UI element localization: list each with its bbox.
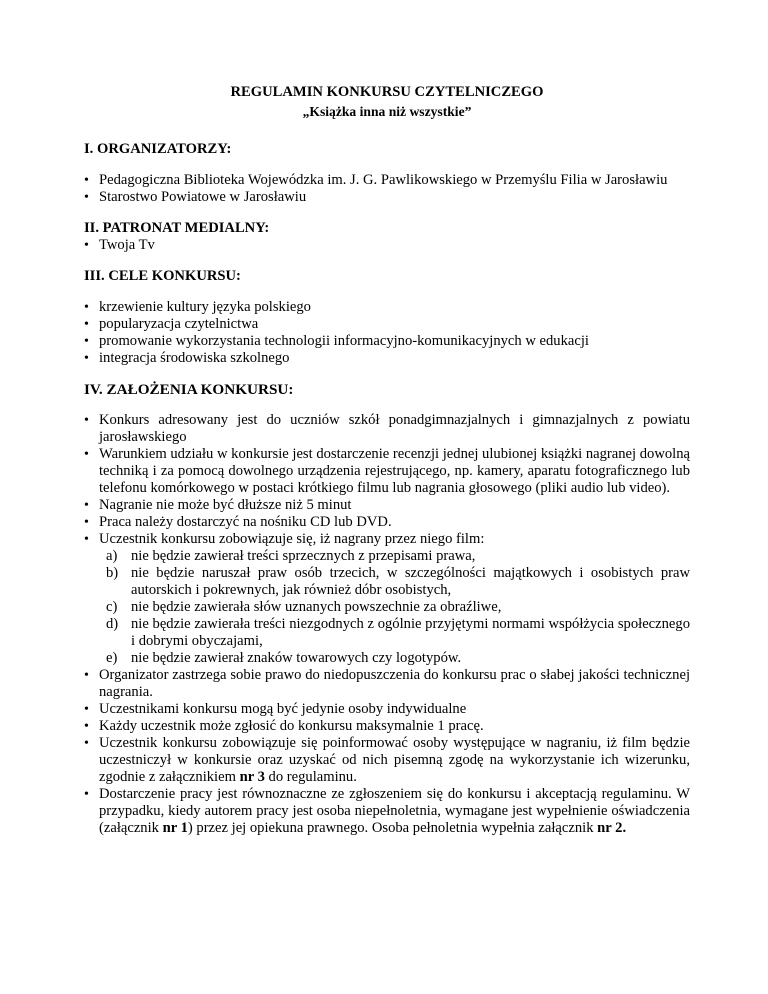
list-item [84,786,690,837]
attachment-ref: nr 2. [597,820,627,836]
list-item: • integracja środowiska szkolnego [84,350,690,367]
sub-list-text: nie będzie zawierała słów uznanych powszechnie za obraźliwe, [131,599,502,615]
sub-list-item [99,650,690,667]
document-subtitle: „Książka inna niż wszystkie” [302,104,472,119]
document-title: REGULAMIN KONKURSU CZYTELNICZEGO [230,84,544,100]
list-item: • Nagranie nie może być dłuższe niż 5 minut [84,497,690,514]
sub-list-text: nie będzie zawierał treści sprzecznych z przepisami prawa, [131,548,476,564]
sub-list-letter: e) [106,650,118,666]
sub-list-letter: b) [106,565,119,581]
sub-list-item [99,616,690,650]
section-heading-goals: III. CELE KONKURSU: [84,268,241,284]
attachment-ref: nr 3 [239,769,265,785]
document-content [84,84,690,837]
section-heading-organizers: I. ORGANIZATORZY: [84,141,232,157]
list-item [84,735,690,786]
list-item: • Warunkiem udziału w konkursie jest dostarczenie recenzji jednej ulubionej książki nagranej dowolną techniką i za pomocą dowolnego urządzenia rejestrującego, np. kamery, aparatu fotograficznego lub telefonu komórkowego w postaci krótkiego filmu lub nagrania głosowego (pliki audio lub video). [84,446,690,497]
sub-list-text: nie będzie zawierał znaków towarowych czy logotypów. [131,650,462,666]
list-item: • Konkurs adresowany jest do uczniów szkół ponadgimnazjalnych i gimnazjalnych z powiatu jarosławskiego [84,412,690,446]
list-item: • Organizator zastrzega sobie prawo do niedopuszczenia do konkursu prac o słabej jakości technicznej nagrania. [84,667,690,701]
sub-list-letter: c) [106,599,118,615]
assumptions-list [84,412,690,837]
list-item: • Pedagogiczna Biblioteka Wojewódzka im. J. G. Pawlikowskiego w Przemyślu Filia w Jarosławiu [84,172,690,189]
sub-list-text: nie będzie zawierała treści niezgodnych z ogólnie przyjętymi normami współżycia społecznego i dobrymi obyczajami, [131,616,690,649]
attachment-ref: nr 1 [162,820,188,836]
sub-list-letter: a) [106,548,118,564]
list-item: • Starostwo Powiatowe w Jarosławiu [84,189,690,206]
patron-list [84,237,690,254]
sub-list-letter: d) [106,616,119,632]
delivery-text-middle: ) przez jej opiekuna prawnego. Osoba pełnoletnia wypełnia załącznik [187,820,598,836]
consent-text-end: do regulaminu. [264,769,357,785]
list-item: • Uczestnikami konkursu mogą być jedynie osoby indywidualne [84,701,690,718]
list-item: • krzewienie kultury języka polskiego [84,299,690,316]
list-item: • Każdy uczestnik może zgłosić do konkursu maksymalnie 1 pracę. [84,718,690,735]
goals-list [84,299,690,367]
sub-list-item [99,548,690,565]
list-item: • promowanie wykorzystania technologii informacyjno-komunikacyjnych w edukacji [84,333,690,350]
list-item: • Twoja Tv [84,237,690,254]
consent-text-start: Uczestnik konkursu zobowiązuje się poinformować osoby występujące w nagraniu, iż film będzie uczestniczył w konkursie oraz uzyskać od nich pisemną zgodę na wykorzystanie ich wizerunku, zgodnie z załącznikiem [99,735,690,785]
organizers-list [84,172,690,206]
list-item: • popularyzacja czytelnictwa [84,316,690,333]
sub-list-item [99,565,690,599]
list-item-text: Uczestnik konkursu zobowiązuje się, iż nagrany przez niego film: [99,531,485,547]
section-heading-patron: II. PATRONAT MEDIALNY: [84,220,270,236]
sub-list-item [99,599,690,616]
film-conditions-list [99,548,690,667]
list-item [84,531,690,667]
sub-list-text: nie będzie naruszał praw osób trzecich, w szczególności majątkowych i osobistych praw autorskich i pokrewnych, jak również dóbr osobistych, [131,565,690,598]
list-item: • Praca należy dostarczyć na nośniku CD lub DVD. [84,514,690,531]
section-heading-assumptions: IV. ZAŁOŻENIA KONKURSU: [84,381,294,398]
delivery-text-start: Dostarczenie pracy jest równoznaczne ze zgłoszeniem się do konkursu i akceptacją regulaminu. W przypadku, kiedy autorem pracy jest osoba niepełnoletnia, wymagane jest wypełnienie oświadczenia (załącznik [99,786,690,836]
